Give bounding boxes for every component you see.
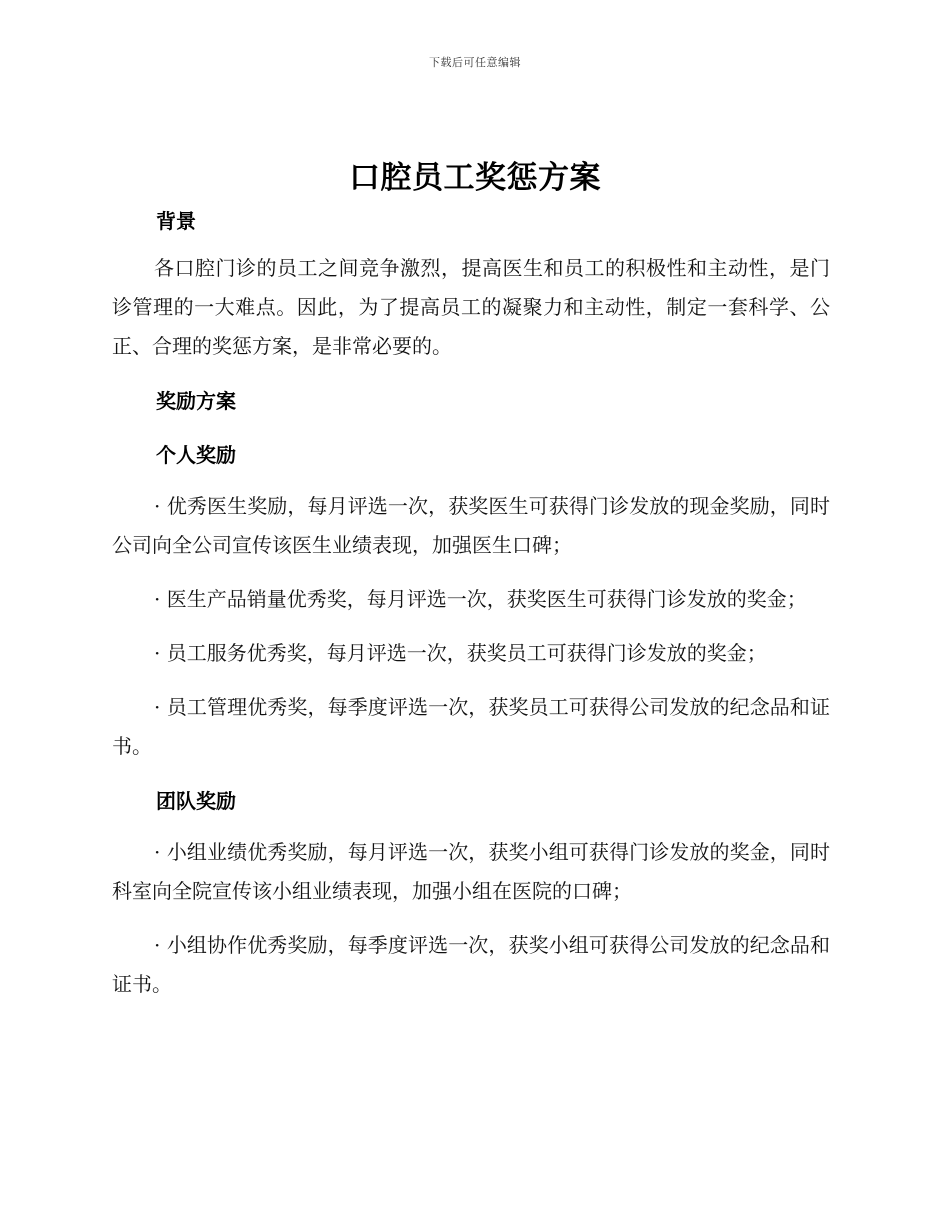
document-body	[112, 204, 830, 1019]
document-title: 口腔员工奖惩方案	[349, 160, 601, 196]
reward-plan-heading: 奖励方案	[156, 389, 236, 413]
individual-reward-item: · 医生产品销量优秀奖，每月评选一次，获奖医生可获得门诊发放的奖金；	[154, 587, 807, 611]
team-reward-item: · 小组业绩优秀奖励，每月评选一次，获奖小组可获得门诊发放的奖金，同时科室向全院宣传该小组业绩表现，加强小组在医院的口碑；	[112, 840, 830, 903]
team-reward-item: · 小组协作优秀奖励，每季度评选一次，获奖小组可获得公司发放的纪念品和证书。	[112, 933, 830, 996]
individual-rewards-heading: 个人奖励	[156, 443, 236, 467]
individual-reward-item: · 员工管理优秀奖，每季度评选一次，获奖员工可获得公司发放的纪念品和证书。	[112, 695, 830, 758]
team-rewards-heading: 团队奖励	[156, 789, 236, 813]
background-heading: 背景	[156, 209, 196, 233]
individual-reward-item: · 优秀医生奖励，每月评选一次，获奖医生可获得门诊发放的现金奖励，同时公司向全公司宣传该医生业绩表现，加强医生口碑；	[112, 494, 830, 557]
individual-reward-item: · 员工服务优秀奖，每月评选一次，获奖员工可获得门诊发放的奖金；	[154, 641, 767, 665]
header-note: 下载后可任意编辑	[429, 56, 521, 69]
background-paragraph: 各口腔门诊的员工之间竞争激烈，提高医生和员工的积极性和主动性，是门诊管理的一大难点。因此，为了提高员工的凝聚力和主动性，制定一套科学、公正、合理的奖惩方案，是非常必要的。	[112, 256, 830, 358]
